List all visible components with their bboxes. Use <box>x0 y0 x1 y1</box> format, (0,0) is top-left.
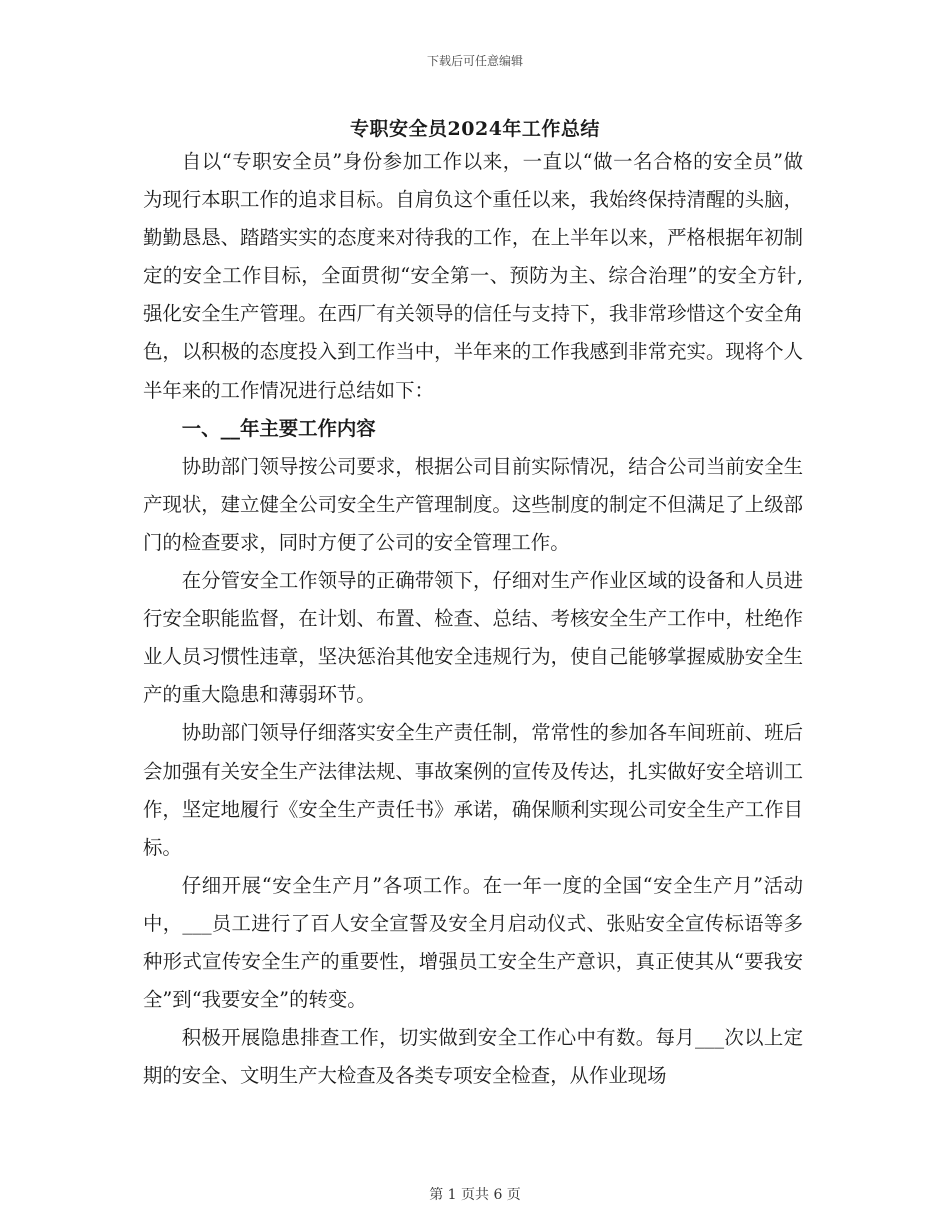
paragraph: 协助部门领导仔细落实安全生产责任制，常常性的参加各车间班前、班后会加强有关安全生产法律法规、事故案例的宣传及传达，扎实做好安全培训工作，坚定地履行《安全生产责任书》承诺，确保顺利实现公司安全生产工作目标。 <box>143 721 803 859</box>
paragraph: 在分管安全工作领导的正确带领下，仔细对生产作业区域的设备和人员进行安全职能监督，在计划、布置、检查、总结、考核安全生产工作中，杜绝作业人员习惯性违章，坚决惩治其他安全违规行为，使自己能够掌握威胁安全生产的重大隐患和薄弱环节。 <box>143 569 803 707</box>
page-header-note: 下载后可任意编辑 <box>426 54 523 68</box>
paragraph-intro: 自以“专职安全员”身份参加工作以来，一直以“做一名合格的安全员”做为现行本职工作的追求目标。自肩负这个重任以来，我始终保持清醒的头脑，勤勤恳恳、踏踏实实的态度来对待我的工作，在上半年以来，严格根据年初制定的安全工作目标，全面贯彻“安全第一、预防为主、综合治理”的安全方针,强化安全生产管理。在西厂有关领导的信任与支持下，我非常珍惜这个安全角色，以积极的态度投入到工作当中，半年来的工作我感到非常充实。现将个人半年来的工作情况进行总结如下： <box>143 150 803 402</box>
document-title: 专职安全员2024年工作总结 <box>350 118 600 140</box>
paragraph: 协助部门领导按公司要求，根据公司目前实际情况，结合公司当前安全生产现状，建立健全公司安全生产管理制度。这些制度的制定不但满足了上级部门的检查要求，同时方便了公司的安全管理工作。 <box>143 454 803 554</box>
paragraph: 积极开展隐患排查工作，切实做到安全工作心中有数。每月___次以上定期的安全、文明生产大检查及各类专项安全检查，从作业现场 <box>143 1026 803 1088</box>
document-body <box>143 143 803 1095</box>
section-heading: 一、__年主要工作内容 <box>181 416 376 440</box>
page-number: 第 1 页共 6 页 <box>429 1187 521 1203</box>
paragraph: 仔细开展“安全生产月”各项工作。在一年一度的全国“安全生产月”活动中，___员工进行了百人安全宣誓及安全月启动仪式、张贴安全宣传标语等多种形式宣传安全生产的重要性，增强员工安全生产意识，真正使其从“要我安全”到“我要安全”的转变。 <box>143 873 803 1012</box>
